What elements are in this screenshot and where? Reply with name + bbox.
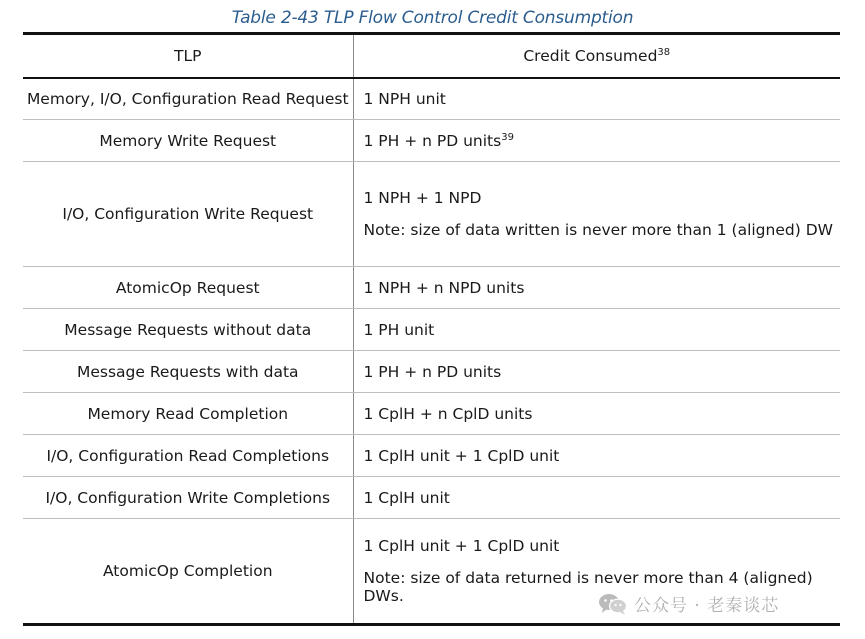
credit-cell: 1 NPH + n NPD units <box>353 267 840 309</box>
note-spacer <box>364 207 841 221</box>
watermark <box>598 591 779 616</box>
tlp-cell: Memory Write Request <box>23 120 353 162</box>
table-row <box>23 78 840 120</box>
tlp-cell: AtomicOp Request <box>23 267 353 309</box>
wechat-icon <box>598 592 628 616</box>
credit-cell <box>353 162 840 267</box>
header-tlp: TLP <box>23 34 353 78</box>
credit-text: 1 PH + n PD units <box>363 131 502 150</box>
table-row <box>23 393 840 435</box>
tlp-cell: Message Requests with data <box>23 351 353 393</box>
table-caption: Table 2-43 TLP Flow Control Credit Consumption <box>231 8 634 28</box>
credit-consumption-table <box>23 32 840 626</box>
tlp-cell: Memory, I/O, Configuration Read Request <box>23 78 353 120</box>
credit-note: Note: size of data returned is never more than 4 (aligned) DWs. <box>363 569 813 605</box>
credit-cell: 1 CplH unit <box>353 477 840 519</box>
credit-note: Note: size of data written is never more than 1 (aligned) DW <box>363 221 833 239</box>
credit-cell: 1 PH unit <box>353 309 840 351</box>
tlp-cell: I/O, Configuration Write Request <box>23 162 353 267</box>
note-spacer <box>364 555 841 569</box>
credit-cell: 1 NPH unit <box>353 78 840 120</box>
header-credit-label: Credit Consumed <box>523 46 658 65</box>
credit-cell: 1 PH + n PD units <box>353 351 840 393</box>
table-row <box>23 477 840 519</box>
header-credit-consumed <box>353 34 840 78</box>
header-credit-footnote: 38 <box>657 46 671 58</box>
tlp-cell: I/O, Configuration Write Completions <box>23 477 353 519</box>
credit-cell: 1 CplH + n CplD units <box>353 393 840 435</box>
table-row <box>23 267 840 309</box>
table-header-row <box>23 34 840 78</box>
table-row <box>23 351 840 393</box>
credit-text: 1 CplH unit + 1 CplD unit <box>363 537 560 555</box>
credit-cell: 1 CplH unit + 1 CplD unit <box>353 435 840 477</box>
table-row <box>23 162 840 267</box>
table-row <box>23 309 840 351</box>
credit-text: 1 NPH + 1 NPD <box>363 189 482 207</box>
credit-footnote: 39 <box>501 131 514 143</box>
table-row <box>23 435 840 477</box>
watermark-text: 公众号 · 老秦谈芯 <box>634 596 780 616</box>
tlp-cell: I/O, Configuration Read Completions <box>23 435 353 477</box>
tlp-cell: Memory Read Completion <box>23 393 353 435</box>
tlp-cell: Message Requests without data <box>23 309 353 351</box>
tlp-cell: AtomicOp Completion <box>23 519 353 625</box>
table-row <box>23 120 840 162</box>
credit-cell <box>353 120 840 162</box>
